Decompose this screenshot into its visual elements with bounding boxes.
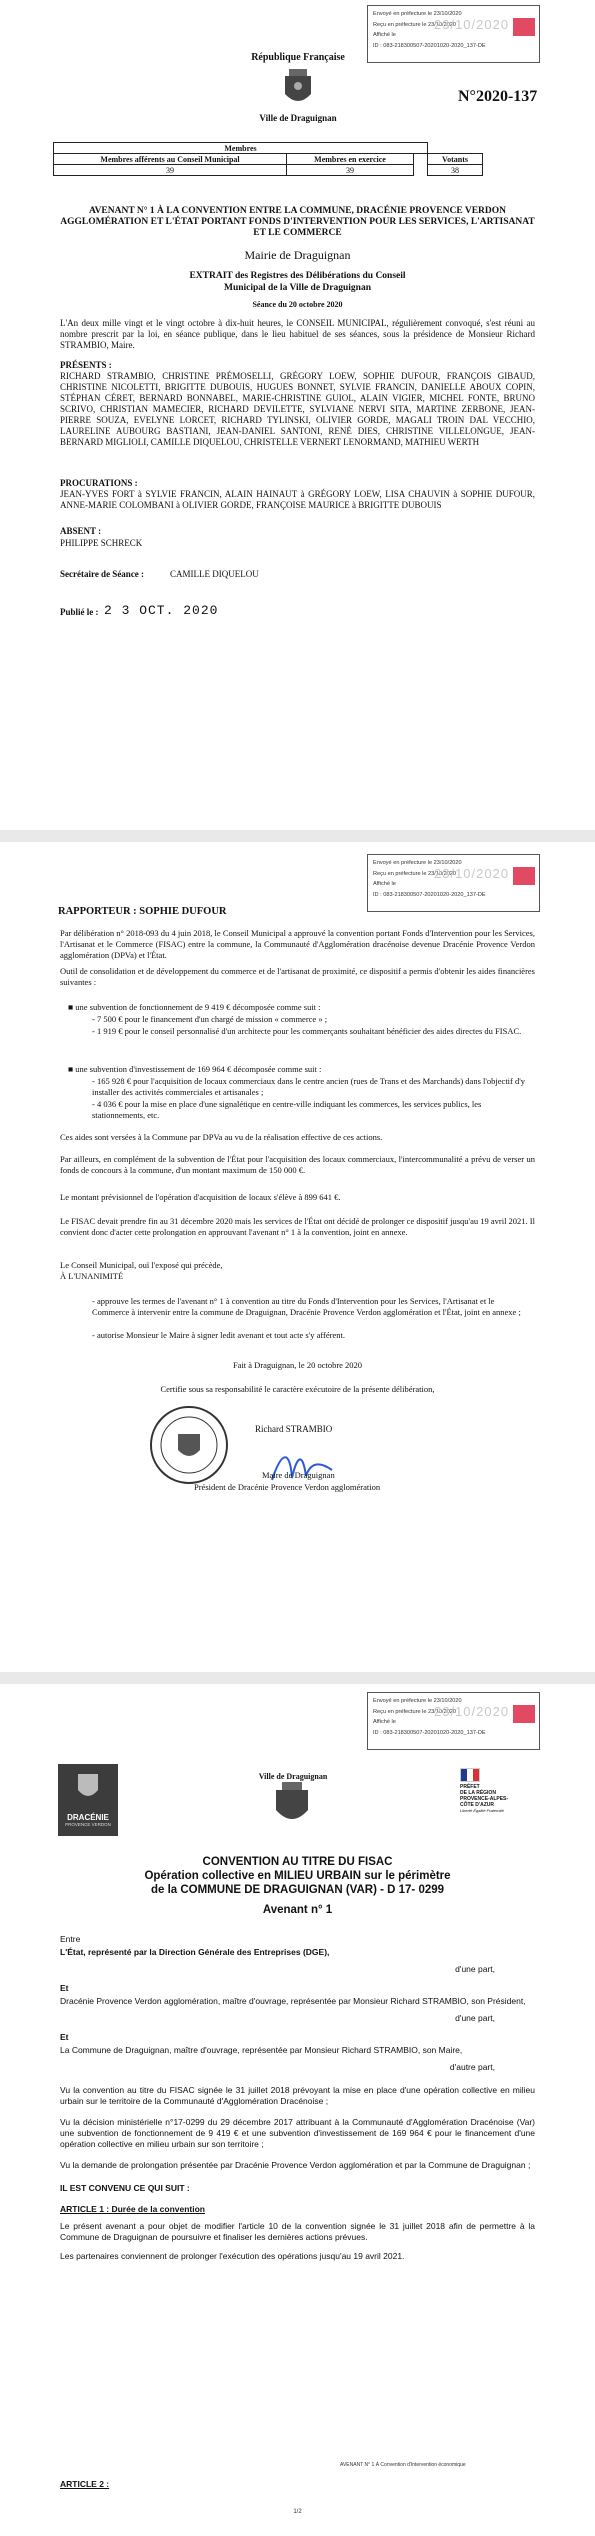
stamp-received-2: Reçu en préfecture le 23/10/2020 xyxy=(373,870,457,877)
stamp-posted-3: Affiché le xyxy=(373,1719,396,1725)
article-2-title: ARTICLE 2 : xyxy=(60,2479,110,2489)
aid-investissement-a: - 165 928 € pour l'acquisition de locaux commerciaux dans le centre ancien (rues de Trans et des Marchands) dans l'objectif d'y installer des activités commerciales et artisanales ; xyxy=(92,1076,526,1097)
aid-fonctionnement: ■ une subvention de fonctionnement de 9 419 € décomposée comme suit : xyxy=(68,1002,321,1012)
stamp-received-3: Reçu en préfecture le 23/10/2020 xyxy=(373,1708,457,1715)
stamp-sent: Envoyé en préfecture le 23/10/2020 xyxy=(373,11,462,17)
stamp-received: Reçu en préfecture le 23/10/2020 xyxy=(373,21,457,28)
aid-fonctionnement-text: une subvention de fonctionnement de 9 419 € décomposée comme suit : xyxy=(75,1002,321,1012)
decision-approve: - approuve les termes de l'avenant n° 1 à convention au titre du Fonds d'Intervention pour les Services, l'Artisanat et le Commerce à intervenir entre la commune de Draguignan, Dracénie Provence Verdon agglomération et l'État, joint en annexe ; xyxy=(92,1296,521,1317)
secretaire-name: CAMILLE DIQUELOU xyxy=(170,569,259,579)
p2-para7: Le Conseil Municipal, ouï l'exposé qui précède, xyxy=(60,1260,223,1270)
members-col-exercice: Membres en exercice xyxy=(287,154,414,165)
seance-label: Séance du 20 octobre 2020 xyxy=(252,300,343,309)
aid-fonctionnement-b-text: 1 919 € pour le conseil personnalisé d'un architecte pour les commerçants souhaitant bénéficier des aides directes du FISAC. xyxy=(96,1026,522,1036)
stamp-sent-3: Envoyé en préfecture le 23/10/2020 xyxy=(373,1698,462,1704)
members-table xyxy=(53,142,483,176)
rapporteur-label: RAPPORTEUR : SOPHIE DUFOUR xyxy=(58,906,227,917)
article-1-text: Le présent avenant a pour objet de modifier l'article 10 de la convention signée le 31 juillet 2018 afin de permettre à la Commune de Draguignan de poursuivre et finaliser les dernières actions prévues. xyxy=(60,2221,535,2242)
page-footer: AVENANT N° 1 À Convention d'Intervention économique xyxy=(340,2462,466,2468)
procurations-label: PROCURATIONS : xyxy=(60,478,138,488)
decision-approve-text: approuve les termes de l'avenant n° 1 à convention au titre du Fonds d'Intervention pour les Services, l'Artisanat et le Commerce à intervenir entre la commune de Draguignan, Dracénie Provence Verdon agglomération et l'État, joint en annexe ; xyxy=(92,1296,521,1317)
aid-fonctionnement-a-text: 7 500 € pour le financement d'un chargé de mission « commerce » ; xyxy=(96,1014,328,1024)
stamp-color-mark-3 xyxy=(513,1705,535,1723)
prefet-line-3: PROVENCE-ALPES- xyxy=(460,1796,509,1802)
signer-role-2: Président de Dracénie Provence Verdon agglomération xyxy=(194,1482,381,1492)
prefet-line-4: CÔTE D'AZUR xyxy=(460,1802,494,1808)
et-label-2: Et xyxy=(60,2032,69,2042)
dracenie-logo-subtext: PROVENCE VERDON xyxy=(65,1822,111,1827)
article-1-text-2: Les partenaires conviennent de prolonger l'exécution des opérations jusqu'au 19 avril 2021. xyxy=(60,2251,405,2261)
members-col-afferents: Membres afférents au Conseil Municipal xyxy=(54,154,287,165)
members-val-votants: 38 xyxy=(428,165,483,176)
stamp-posted-2: Affiché le xyxy=(373,881,396,887)
prefet-line-1: PRÉFET xyxy=(460,1784,480,1790)
avenant-title: Avenant n° 1 xyxy=(262,1904,333,1916)
stamp-id: ID : 083-218300507-20201020-2020_137-DE xyxy=(373,42,486,49)
presents-list: RICHARD STRAMBIO, CHRISTINE PRÉMOSELLI, GRÉGORY LOEW, SOPHIE DUFOUR, FRANÇOIS GIBAUD, CHRISTINE NICOLETTI, BRIGITTE DUBOUIS, HUGUES BONNET, SYLVIE FRANCIN, DANIELLE ABOUX COPIN, STÉPHAN CÉRET, BERNARD BONNABEL, MARIE-CHRISTINE GUIOL, ALAIN VIGIER, MICHEL FONTE, BRUNO SCRIVO, CHRISTIAN MAMECIER, RICHARD DEVILETTE, SYLVIANE NERVI SITA, MARTINE ZERBONE, JEAN-PIERRE SOUZA, EVELYNE LORCET, RICHARD TYLINSKI, OLIVIER GORDE, MAGALI TROIN DAL VECCHIO, LAURELINE AUBOURG BASTIANI, JEAN-DANIEL SANTONI, RENÉ DIES, CHRISTINE VILLELONGUE, JEAN-BERNARD MIGLIOLI, CAMILLE DIQUELOU, CHRISTELLE VERNERT LENORMAND, MATHIEU WERTH xyxy=(60,371,535,447)
signer-role-1: Maire de Draguignan xyxy=(262,1470,335,1480)
stamp-id-2: ID : 083-218300507-20201020-2020_137-DE xyxy=(373,891,486,898)
stamp-color-mark xyxy=(513,18,535,36)
prefecture-stamp-3 xyxy=(367,1692,540,1750)
deliberation-title: AVENANT N° 1 À LA CONVENTION ENTRE LA COMMUNE, DRACÉNIE PROVENCE VERDON AGGLOMÉRATION ET L'ÉTAT PORTANT FONDS D'INTERVENTION POUR LES SERVICES, L'ARTISANAT ET LE COMMERCE xyxy=(60,206,535,238)
et-label-1: Et xyxy=(60,1983,69,1993)
stamp-posted: Affiché le xyxy=(373,32,396,38)
party-1-label: d'une part, xyxy=(455,1964,495,1974)
ville-label: Ville de Draguignan xyxy=(259,113,337,123)
absent-label: ABSENT : xyxy=(60,526,102,536)
members-header: Membres xyxy=(54,143,428,154)
decision-authorize: - autorise Monsieur le Maire à signer ledit avenant et tout acte s'y afférent. xyxy=(92,1330,345,1340)
convention-title-1: CONVENTION AU TITRE DU FISAC xyxy=(202,1856,393,1868)
p2-para1: Par délibération n° 2018-093 du 4 juin 2018, le Conseil Municipal a approuvé la convention portant Fonds d'Intervention pour les Services, l'Artisanat et le Commerce (FISAC) entre la commune, la Communauté d'Agglomération dracénoise devenue Dracénie Provence Verdon agglomération (DPVa) et l'État. xyxy=(60,928,535,960)
page-3 xyxy=(0,1684,595,2536)
members-col-votants: Votants xyxy=(428,154,483,165)
presents-label: PRÉSENTS : xyxy=(60,360,112,370)
p2-para6: Le FISAC devait prendre fin au 31 décembre 2020 mais les services de l'État ont décidé de prolonger ce dispositif jusqu'au 19 avril 2021. Il convient donc d'acter cette prolongation en approuvant l'avenant n° 1 à la convention, joint en annexe. xyxy=(60,1216,535,1237)
aid-investissement-b-text: 4 036 € pour la mise en place d'une signalétique en centre-ville indiquant les commerces, les services publics, les stationnements, etc. xyxy=(92,1099,482,1120)
signer-name: Richard STRAMBIO xyxy=(255,1424,333,1434)
stamp-big-date-2: 23/10/2020 xyxy=(434,866,510,881)
vu-demande: Vu la demande de prolongation présentée par Dracénie Provence Verdon agglomération et par la Commune de Draguignan ; xyxy=(60,2160,531,2170)
vu-decision: Vu la décision ministérielle n°17-0299 du 29 décembre 2017 attribuant à la Communauté d'Agglomération Dracénoise (Var) une subvention de fonctionnement de 9 419 € et une subvention d'investissement de 169 964 € pour le financement d'une opération collective en milieu urbain sur son territoire ; xyxy=(60,2117,535,2149)
dpva-party: Dracénie Provence Verdon agglomération, maître d'ouvrage, représentée par Monsieur Richard STRAMBIO, son Président, xyxy=(60,1996,526,2006)
prefecture-stamp-2 xyxy=(367,854,540,912)
party-2-label: d'une part, xyxy=(455,2013,495,2023)
ville-logo-text: Ville de Draguignan xyxy=(258,1772,328,1781)
aid-investissement-text: une subvention d'investissement de 169 964 € décomposée comme suit : xyxy=(75,1064,322,1074)
p2-para5: Le montant prévisionnel de l'opération d'acquisition de locaux s'élève à 899 641 €. xyxy=(60,1192,341,1202)
prefet-line-2: DE LA RÉGION xyxy=(460,1790,496,1796)
prefet-motto: Liberté Égalité Fraternité xyxy=(460,1808,504,1813)
commune-party: La Commune de Draguignan, maître d'ouvrage, représentée par Monsieur Richard STRAMBIO, son Maire, xyxy=(60,2045,463,2055)
aid-fonctionnement-b: - 1 919 € pour le conseil personnalisé d'un architecte pour les commerçants souhaitant bénéficier des aides directes du FISAC. xyxy=(92,1026,522,1036)
p2-para3: Ces aides sont versées à la Commune par DPVa au vu de la réalisation effective de ces actions. xyxy=(60,1132,383,1142)
aid-fonctionnement-a: - 7 500 € pour le financement d'un chargé de mission « commerce » ; xyxy=(92,1014,328,1024)
unanimite-label: À L'UNANIMITÉ xyxy=(60,1271,124,1281)
draguignan-crest-icon xyxy=(270,1780,314,1830)
aid-investissement: ■ une subvention d'investissement de 169 964 € décomposée comme suit : xyxy=(68,1064,322,1074)
page-2 xyxy=(0,842,595,1672)
secretaire-label: Secrétaire de Séance : xyxy=(60,569,145,579)
decision-authorize-text: autorise Monsieur le Maire à signer ledit avenant et tout acte s'y afférent. xyxy=(96,1330,345,1340)
p2-para2: Outil de consolidation et de développement du commerce et de l'artisanat de proximité, ce dispositif a permis d'obtenir les aides financières suivantes : xyxy=(60,966,535,987)
convention-title-2: Opération collective en MILIEU URBAIN sur le périmètre xyxy=(144,1870,451,1882)
members-val-afferents: 39 xyxy=(54,165,287,176)
page-1 xyxy=(0,0,595,830)
deliberation-number: N°2020-137 xyxy=(458,88,538,105)
members-val-exercice: 39 xyxy=(287,165,414,176)
etat-party: L'État, représenté par la Direction Générale des Entreprises (DGE), xyxy=(60,1947,330,1957)
certifie-label: Certifie sous sa responsabilité le caractère exécutoire de la présente délibération, xyxy=(160,1384,435,1394)
aid-investissement-a-text: 165 928 € pour l'acquisition de locaux commerciaux dans le centre ancien (rues de Trans et des Marchands) dans l'objectif d'y installer des activités commerciales et artisanales ; xyxy=(92,1076,526,1097)
prefet-logo xyxy=(460,1768,540,1814)
mairie-label: Mairie de Draguignan xyxy=(244,248,351,262)
procurations-list: JEAN-YVES FORT à SYLVIE FRANCIN, ALAIN HAINAUT à GRÉGORY LOEW, LISA CHAUVIN à SOPHIE DUFOUR, ANNE-MARIE COLOMBANI à OLIVIER GORDE, FRANÇOISE MAURICE à BRIGITTE DUBOUIS xyxy=(60,489,535,510)
convenu-label: IL EST CONVENU CE QUI SUIT : xyxy=(60,2183,190,2193)
parties-section xyxy=(60,1934,535,2262)
page-number: 1/2 xyxy=(293,2509,302,2515)
stamp-sent-2: Envoyé en préfecture le 23/10/2020 xyxy=(373,860,462,866)
party-3-label: d'autre part, xyxy=(449,2062,495,2072)
entre-label: Entre xyxy=(60,1934,81,1944)
aid-investissement-b: - 4 036 € pour la mise en place d'une signalétique en centre-ville indiquant les commerces, les services publics, les stationnements, etc. xyxy=(92,1099,482,1120)
coat-of-arms-icon xyxy=(281,66,315,110)
stamp-color-mark-2 xyxy=(513,867,535,885)
extrait-label: EXTRAIT des Registres des Délibérations du Conseil Municipal de la Ville de Draguignan xyxy=(189,271,406,293)
vu-convention: Vu la convention au titre du FISAC signée le 31 juillet 2018 prévoyant la mise en place d'une opération collective en milieu urbain sur le territoire de la Communauté d'Agglomération Dracénoise ; xyxy=(60,2085,535,2106)
prefecture-stamp xyxy=(367,5,540,63)
publie-label: Publié le : xyxy=(60,607,99,617)
dracenie-logo-text: DRACÉNIE xyxy=(67,1813,109,1822)
municipal-seal-icon xyxy=(148,1404,230,1486)
republique-label: République Française xyxy=(251,52,345,63)
fait-label: Fait à Draguignan, le 20 octobre 2020 xyxy=(232,1360,363,1370)
publie-date: 2 3 OCT. 2020 xyxy=(104,603,219,618)
article-1-title: ARTICLE 1 : Durée de la convention xyxy=(60,2204,205,2214)
stamp-id-3: ID : 083-218300507-20201020-2020_137-DE xyxy=(373,1729,486,1736)
stamp-big-date: 23/10/2020 xyxy=(434,17,510,32)
tricolor-flag-icon xyxy=(460,1768,480,1782)
dracenie-logo-icon xyxy=(58,1764,118,1808)
absent-name: PHILIPPE SCHRECK xyxy=(60,538,143,548)
intro-paragraph: L'An deux mille vingt et le vingt octobre à dix-huit heures, le CONSEIL MUNICIPAL, régulièrement convoqué, s'est réuni au nombre prescrit par la loi, en séance publique, dans le lieu habituel de ses séances, sous la présidence de Monsieur Richard STRAMBIO, Maire. xyxy=(60,318,535,350)
p2-para4: Par ailleurs, en complément de la subvention de l'État pour l'acquisition des locaux commerciaux, l'intercommunalité a prévu de verser un fonds de concours à la commune, d'un montant maximum de 150 000 €. xyxy=(60,1154,535,1175)
convention-title-3: de la COMMUNE DE DRAGUIGNAN (VAR) - D 17- 0299 xyxy=(150,1884,445,1896)
stamp-big-date-3: 23/10/2020 xyxy=(434,1704,510,1719)
dracenie-logo xyxy=(58,1764,118,1836)
